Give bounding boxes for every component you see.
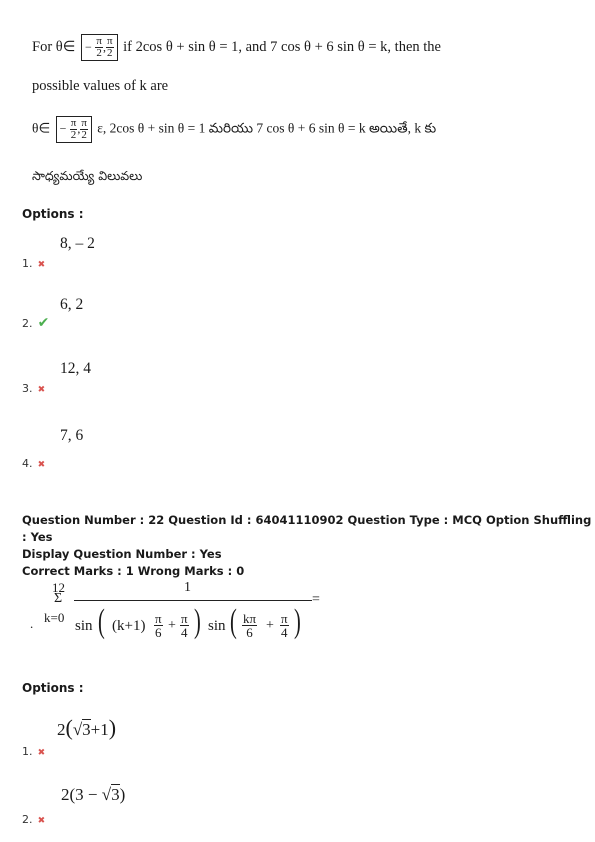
q22-option-2-marker: 2. ✖ [22,813,46,826]
q22-sin1: sin [75,618,93,634]
q22-meta [22,512,595,580]
q21-telugu-line1: θ∈ − $\frac{\pi}{2}$ , $\frac{\pi}{2}$ ε, 2cos θ + sin θ = 1 మరియు 7 cos θ + 6 sin θ = k అయితే, k కు [32,117,437,141]
q22-pi-over-4-2: $\frac{\pi}{4}$ [281,611,288,640]
q22-meta-line2: Display Question Number : Yes [22,547,222,561]
q22-bullet: . [30,616,34,631]
q21-statement-line2: possible values of k are [32,78,169,94]
paren-close: ) [108,715,117,740]
q22-meta-line1: Question Number : 22 Question Id : 64041110902 Question Type : MCQ Option Shuffling : Yes [22,513,592,544]
q21-option-1-marker: 1. ✖ [22,257,46,270]
q22-option-1-value: 2(√3+1) [57,715,117,740]
cross-icon: ✖ [37,385,46,395]
q21-option-2-marker: 2. ✔ [22,315,50,331]
q21-option-3-marker: 3. ✖ [22,382,46,395]
q21-option-4-value: 7, 6 [60,427,84,444]
q22-plus-2: + [266,618,274,633]
q21-option-2-value: 6, 2 [60,296,84,313]
q22-numerator: 1 [184,580,191,595]
q21-interval-hi: $\frac{\pi}{2}$ [106,35,113,59]
q21-interval: − $\frac{\pi}{2}$ , $\frac{\pi}{2}$ [81,34,118,61]
cross-icon: ✖ [37,816,46,826]
paren-open: ( [65,715,73,740]
q22-k-plus-1: (k+1) [112,618,146,634]
q21-interval-lo: $\frac{\pi}{2}$ [96,35,102,59]
q22-pi-over-6: $\frac{\pi}{6}$ [155,611,162,640]
q21-telugu-interval: − $\frac{\pi}{2}$ , $\frac{\pi}{2}$ [56,116,92,143]
q21-option-1-value: 8, – 2 [60,235,95,252]
sqrt-icon: √ [101,785,112,804]
q22-sin2: sin [208,618,226,634]
sigma-icon: Σ [54,591,63,606]
q22-kpi-over-6: $\frac{k\pi}{6}$ [243,611,257,640]
q21-option-4-marker: 4. ✖ [22,457,46,470]
q22-paren-open-2: ( [230,603,237,640]
q21-telugu-line2: సాధ్యమయ్యే విలువలు [32,168,143,183]
sqrt-icon: √ [72,720,83,739]
q21-statement-line1 [32,34,441,61]
q22-formula [30,580,330,652]
cross-icon: ✖ [37,260,46,270]
q21-for-text: For θ∈ [32,38,76,55]
q21-option-3-value: 12, 4 [60,360,91,377]
q22-paren-close-2: ) [294,603,301,640]
q22-paren-close-1: ) [194,603,201,640]
q22-meta-line3: Correct Marks : 1 Wrong Marks : 0 [22,564,245,578]
check-icon: ✔ [37,315,50,331]
q22-option-1-marker: 1. ✖ [22,745,46,758]
q22-options-label: Options : [22,681,84,695]
cross-icon: ✖ [37,460,46,470]
q21-interval-minus: − [84,40,92,54]
cross-icon: ✖ [37,748,46,758]
q22-sum-upper: 12 [52,580,65,595]
q22-equals: = [312,592,320,607]
q22-fraction-bar [74,600,312,601]
q22-pi-over-4-1: $\frac{\pi}{4}$ [181,611,188,640]
q22-sum-lower: k=0 [44,610,65,625]
q22-paren-open-1: ( [98,603,105,640]
q21-options-label: Options : [22,207,84,221]
q22-option-2-value: 2(3 − √3) [61,785,126,804]
q21-statement-rest: if 2cos θ + sin θ = 1, and 7 cos θ + 6 sin θ = k, then the [123,38,441,55]
q22-plus-1: + [168,618,176,633]
